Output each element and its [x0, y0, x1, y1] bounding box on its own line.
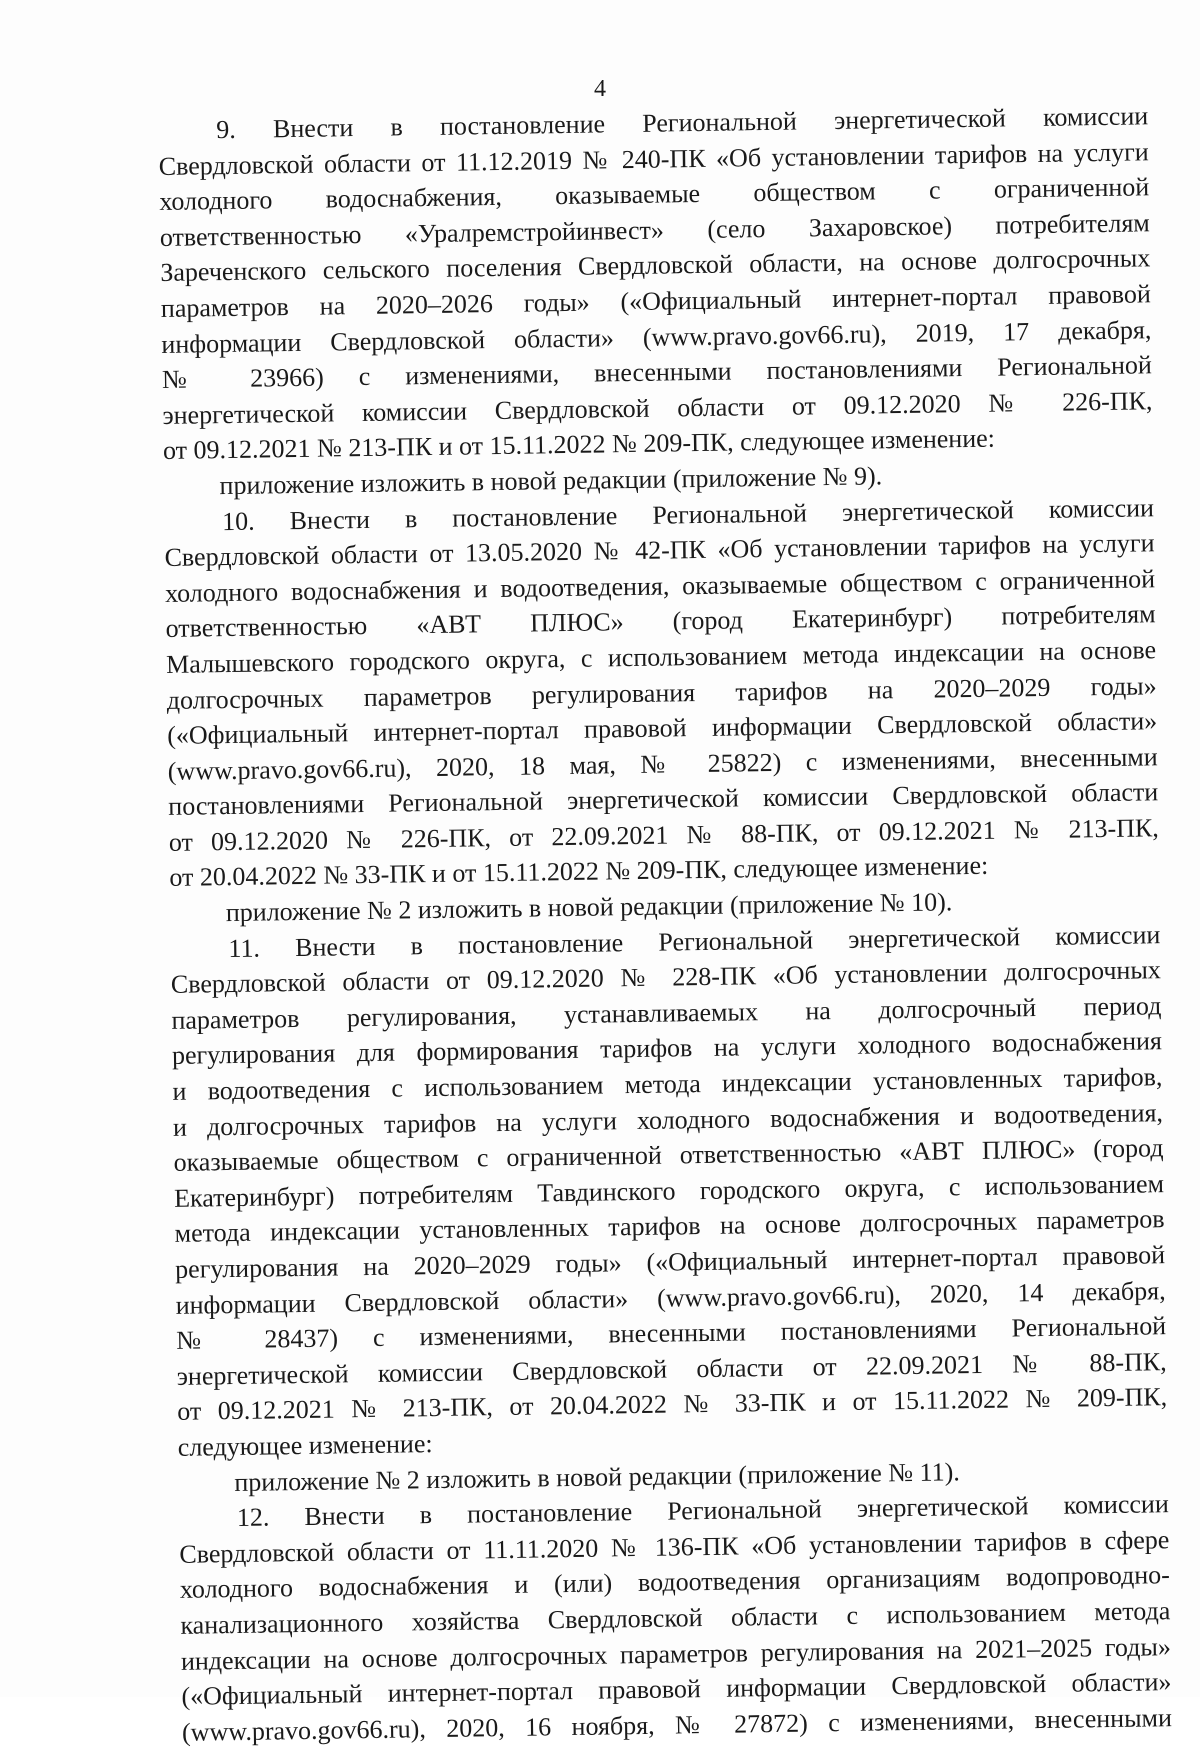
paragraph-11-line: регулирования для формирования тарифов на услуги холодного водоснабжения — [171, 1026, 1163, 1071]
paragraph-12-line: индексации на основе долгосрочных параметров регулирования на 2021–2025 годы» — [180, 1631, 1172, 1676]
paragraph-10-line: Свердловской области от 13.05.2020 № 42-ПК «Об установлении тарифов на услуги — [164, 528, 1155, 573]
paragraph-11-line: следующее изменение: — [177, 1429, 433, 1462]
paragraph-11-line: оказываемые обществом с ограниченной ответственностью «АВТ ПЛЮС» (город — [173, 1133, 1164, 1178]
paragraph-10-line: постановлениями Региональной энергетической комиссии Свердловской области — [168, 777, 1159, 822]
paragraph-9-amendment: приложение изложить в новой редакции (приложение № 9). — [219, 461, 883, 501]
paragraph-9-line: информации Свердловской области» (www.pravo.gov66.ru), 2019, 17 декабря, — [161, 314, 1152, 359]
paragraph-9-line: 9. Внести в постановление Региональной энергетической комиссии — [216, 101, 1149, 145]
paragraph-9-line: от 09.12.2021 № 213-ПК и от 15.11.2022 № 209-ПК, следующее изменение: — [162, 423, 996, 466]
paragraph-11-line: Екатеринбург) потребителям Тавдинского городского округа, с использованием — [173, 1169, 1165, 1213]
paragraph-11-line: 11. Внести в постановление Региональной энергетической комиссии — [228, 919, 1161, 963]
paragraph-9-line: энергетической комиссии Свердловской области от 09.12.2020 № 226-ПК, — [162, 386, 1153, 430]
paragraph-11-line: от 09.12.2021 № 213-ПК, от 20.04.2022 № 33-ПК и от 15.11.2022 № 209-ПК, — [177, 1382, 1168, 1427]
paragraph-12-line: 12. Внести в постановление Региональной энергетической комиссии — [236, 1489, 1169, 1533]
paragraph-9-line: № 23966) с изменениями, внесенными постановлениями Региональной — [161, 350, 1153, 395]
paragraph-11-line: энергетической комиссии Свердловской области от 22.09.2021 № 88-ПК, — [176, 1346, 1167, 1391]
paragraph-9-line: Свердловской области от 11.12.2019 № 240-ПК «Об установлении тарифов на услуги — [158, 136, 1149, 181]
paragraph-10-line: ответственностью «АВТ ПЛЮС» (город Екатеринбург) потребителям — [165, 599, 1156, 644]
paragraph-10-line: холодного водоснабжения и водоотведения, оказываемые обществом с ограниченной — [164, 563, 1156, 608]
paragraph-11-line: параметров регулирования, устанавливаемых на долгосрочный период — [171, 991, 1162, 1035]
paragraph-9-line: холодного водоснабжения, оказываемые обществом с ограниченной — [159, 172, 1150, 217]
paragraph-11-line: информации Свердловской области» (www.pravo.gov66.ru), 2020, 14 декабря, — [175, 1275, 1166, 1320]
paragraph-9-line: Зареченского сельского поселения Свердловской области, на основе долгосрочных — [160, 243, 1151, 288]
paragraph-10-amendment: приложение № 2 изложить в новой редакции (приложение № 10). — [225, 887, 953, 928]
paragraph-10-line: 10. Внести в постановление Региональной энергетической комиссии — [221, 492, 1155, 536]
paragraph-12-line: холодного водоснабжения и (или) водоотведения организациям водопроводно- — [179, 1560, 1171, 1605]
paragraph-11-line: метода индексации установленных тарифов на основе долгосрочных параметров — [174, 1204, 1165, 1249]
paragraph-12-line: (www.pravo.gov66.ru), 2020, 16 ноября, № 27872) с изменениями, внесенными — [181, 1702, 1173, 1747]
paragraph-10-line: («Официальный интернет-портал правовой информации Свердловской области» — [167, 706, 1158, 751]
document-body — [158, 98, 1172, 1750]
paragraph-11-line: и долгосрочных тарифов на услуги холодного водоснабжения и водоотведения, — [172, 1097, 1164, 1142]
paragraph-12-line: («Официальный интернет-портал правовой информации Свердловской области» — [181, 1667, 1172, 1711]
paragraph-11-line: и водоотведения с использованием метода индексации установленных тарифов, — [172, 1062, 1163, 1106]
paragraph-10-line: долгосрочных параметров регулирования тарифов на 2020–2029 годы» — [166, 670, 1157, 715]
paragraph-12-line: канализационного хозяйства Свердловской области с использованием метода — [180, 1596, 1171, 1640]
page-number: 4 — [594, 76, 606, 102]
paragraph-9-line: параметров на 2020–2026 годы» («Официальный интернет-портал правовой — [160, 279, 1152, 323]
paragraph-10-line: (www.pravo.gov66.ru), 2020, 18 мая, № 25822) с изменениями, внесенными — [167, 741, 1158, 786]
paragraph-11-line: № 28437) с изменениями, внесенными постановлениями Региональной — [175, 1311, 1167, 1356]
paragraph-9-line: ответственностью «Уралремстройинвест» (село Захаровское) потребителям — [159, 208, 1150, 252]
paragraph-11-line: Свердловской области от 09.12.2020 № 228-ПК «Об установлении долгосрочных — [170, 955, 1162, 1000]
paragraph-12-line: Свердловской области от 11.11.2020 № 136-ПК «Об установлении тарифов в сфере — [179, 1524, 1170, 1569]
paragraph-10-line: Малышевского городского округа, с использованием метода индексации на основе — [165, 635, 1157, 679]
paragraph-10-line: от 09.12.2020 № 226-ПК, от 22.09.2021 № 88-ПК, от 09.12.2021 № 213-ПК, — [168, 813, 1159, 857]
paragraph-11-amendment: приложение № 2 изложить в новой редакции (приложение № 11). — [234, 1456, 960, 1497]
paragraph-11-line: регулирования на 2020–2029 годы» («Официальный интернет-портал правовой — [174, 1240, 1166, 1284]
paragraph-10-line: от 20.04.2022 № 33-ПК и от 15.11.2022 № 209-ПК, следующее изменение: — [169, 851, 989, 893]
